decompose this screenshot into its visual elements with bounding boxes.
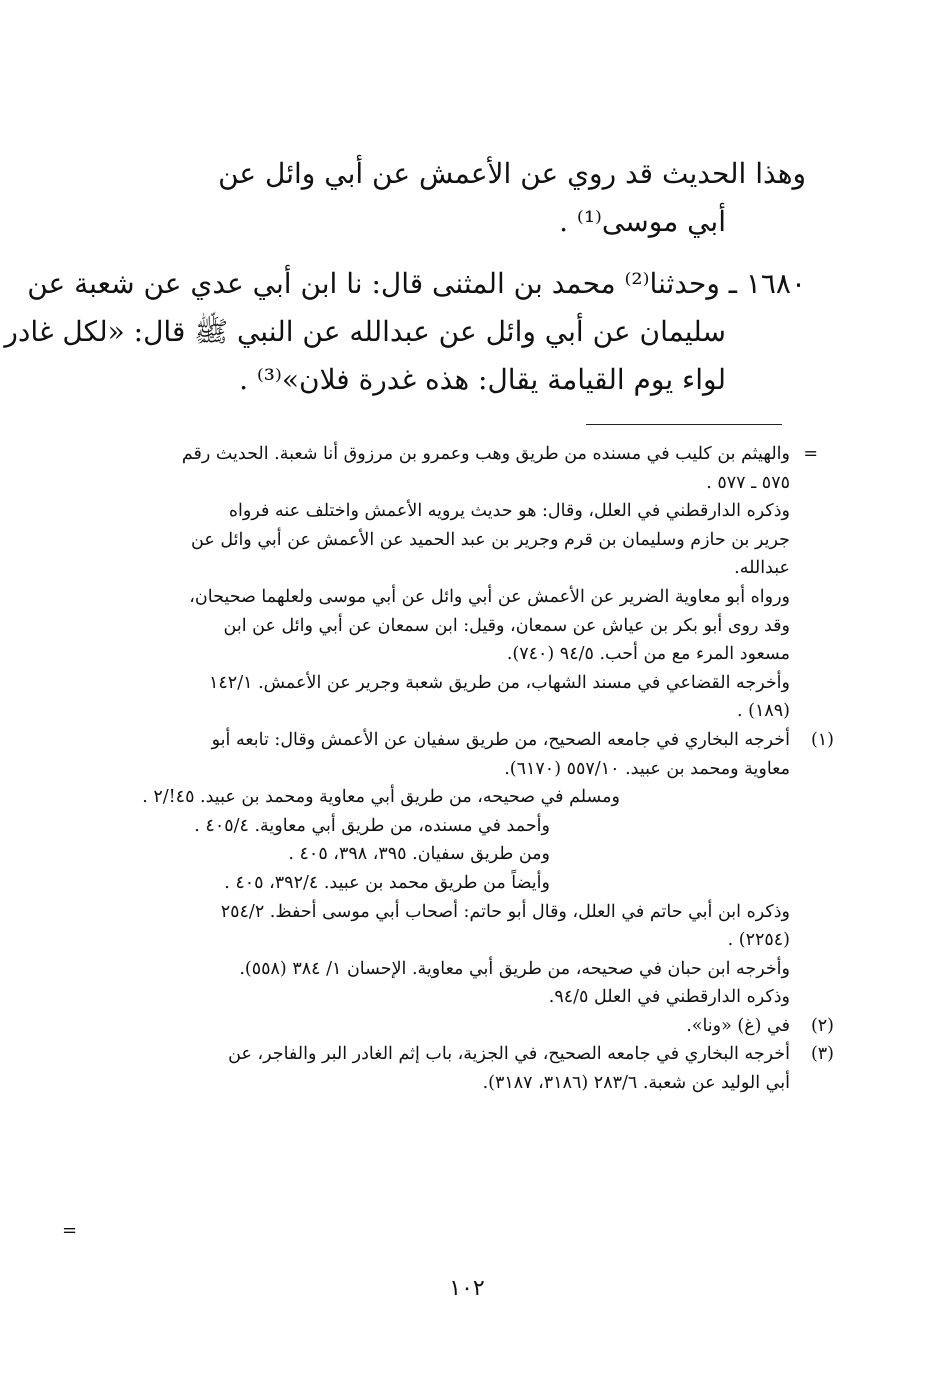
footnote-line: (١٨٩) . xyxy=(737,701,790,722)
footnote-separator xyxy=(586,424,782,425)
continuation-mark: = xyxy=(803,444,818,464)
footnote-line: عبدالله. xyxy=(734,558,790,579)
footnote-line: ومن طريق سفيان. ٣٩٥، ٣٩٨، ٤٠٥ . xyxy=(288,844,550,865)
page-number: ١٠٢ xyxy=(449,1276,485,1301)
footnote-line: جرير بن حازم وسليمان بن قرم وجرير بن عبد الحميد عن الأعمش عن أبي وائل عن xyxy=(191,529,790,550)
hadith-line: سليمان عن أبي وائل عن عبدالله عن النبي ﷺ قال: «لكل غادر xyxy=(4,315,726,348)
footnote-line: = والهيثم بن كليب في مسنده من طريق وهب وعمرو بن مرزوق أنا شعبة. الحديث رقم xyxy=(100,440,790,469)
footnote-line: وأخرجه ابن حبان في صحيحه، من طريق أبي معاوية. الإحسان ١/ ٣٨٤ (٥٥٨). xyxy=(239,958,790,979)
footnote-line: ورواه أبو معاوية الضرير عن الأعمش عن أبي وائل عن أبي موسى ولعلهما صحيحان، xyxy=(189,586,790,607)
footnote-number: (١) xyxy=(810,729,834,750)
footnote-line: مسعود المرء مع من أحب. ٩٤/٥ (٧٤٠). xyxy=(506,644,790,665)
footnotes xyxy=(100,440,834,1098)
footnote-line: معاوية ومحمد بن عبيد. ٥٥٧/١٠ (٦١٧٠). xyxy=(504,758,790,779)
footnote-line: (٢٢٥٤) . xyxy=(727,930,790,951)
footnote-line: وأيضاً من طريق محمد بن عبيد. ٣٩٢/٤، ٤٠٥ . xyxy=(224,872,550,893)
hadith-line: ١٦٨٠ ـ وحدثنا⁽²⁾ محمد بن المثنى قال: نا ابن أبي عدي عن شعبة عن xyxy=(27,267,806,300)
footnote-line: ومسلم في صحيحه، من طريق أبي معاوية ومحمد بن عبيد. ٤٥!/٢ . xyxy=(142,787,620,808)
footnote-line: وذكره ابن أبي حاتم في العلل، وقال أبو حاتم: أصحاب أبي موسى أحفظ. ٢٥٤/٢ xyxy=(220,901,790,922)
footnote-line: وأحمد في مسنده، من طريق أبي معاوية. ٤٠٥/٤ . xyxy=(194,815,550,836)
footnote-number: (٣) xyxy=(810,1044,834,1065)
footnote-3: (٣) أخرجه البخاري في جامعه الصحيح، في الجزية، باب إثم الغادر البر والفاجر، عن xyxy=(100,1040,790,1069)
footnote-line: وذكره الدارقطني في العلل، وقال: هو حديث يرويه الأعمش واختلف عنه فرواه xyxy=(228,501,790,522)
footnote-line: أبي الوليد عن شعبة. ٢٨٣/٦ (٣١٨٦، ٣١٨٧). xyxy=(482,1073,790,1094)
footnote-1: (١) أخرجه البخاري في جامعه الصحيح، من طريق سفيان عن الأعمش وقال: تابعه أبو xyxy=(100,726,790,755)
page-continues-mark: = xyxy=(62,1220,78,1241)
hadith-line: لواء يوم القيامة يقال: هذه غدرة فلان»⁽³⁾ . xyxy=(239,363,726,396)
footnote-line: وأخرجه القضاعي في مسند الشهاب، من طريق شعبة وجرير عن الأعمش. ١٤٢/١ xyxy=(209,672,790,693)
footnote-2: (٢) في (غ) «ونا». xyxy=(100,1012,790,1041)
main-line: أبي موسى⁽¹⁾ . xyxy=(559,205,726,238)
footnote-number: (٢) xyxy=(810,1015,834,1036)
main-line: وهذا الحديث قد روي عن الأعمش عن أبي وائل عن xyxy=(218,157,806,190)
main-text xyxy=(4,150,806,404)
footnote-line: ٥٧٥ ـ ٥٧٧ . xyxy=(706,472,790,493)
footnote-line: وقد روى أبو بكر بن عياش عن سمعان، وقيل: ابن سمعان عن أبي وائل عن ابن xyxy=(223,615,790,636)
footnote-line: وذكره الدارقطني في العلل ٩٤/٥. xyxy=(548,987,790,1008)
